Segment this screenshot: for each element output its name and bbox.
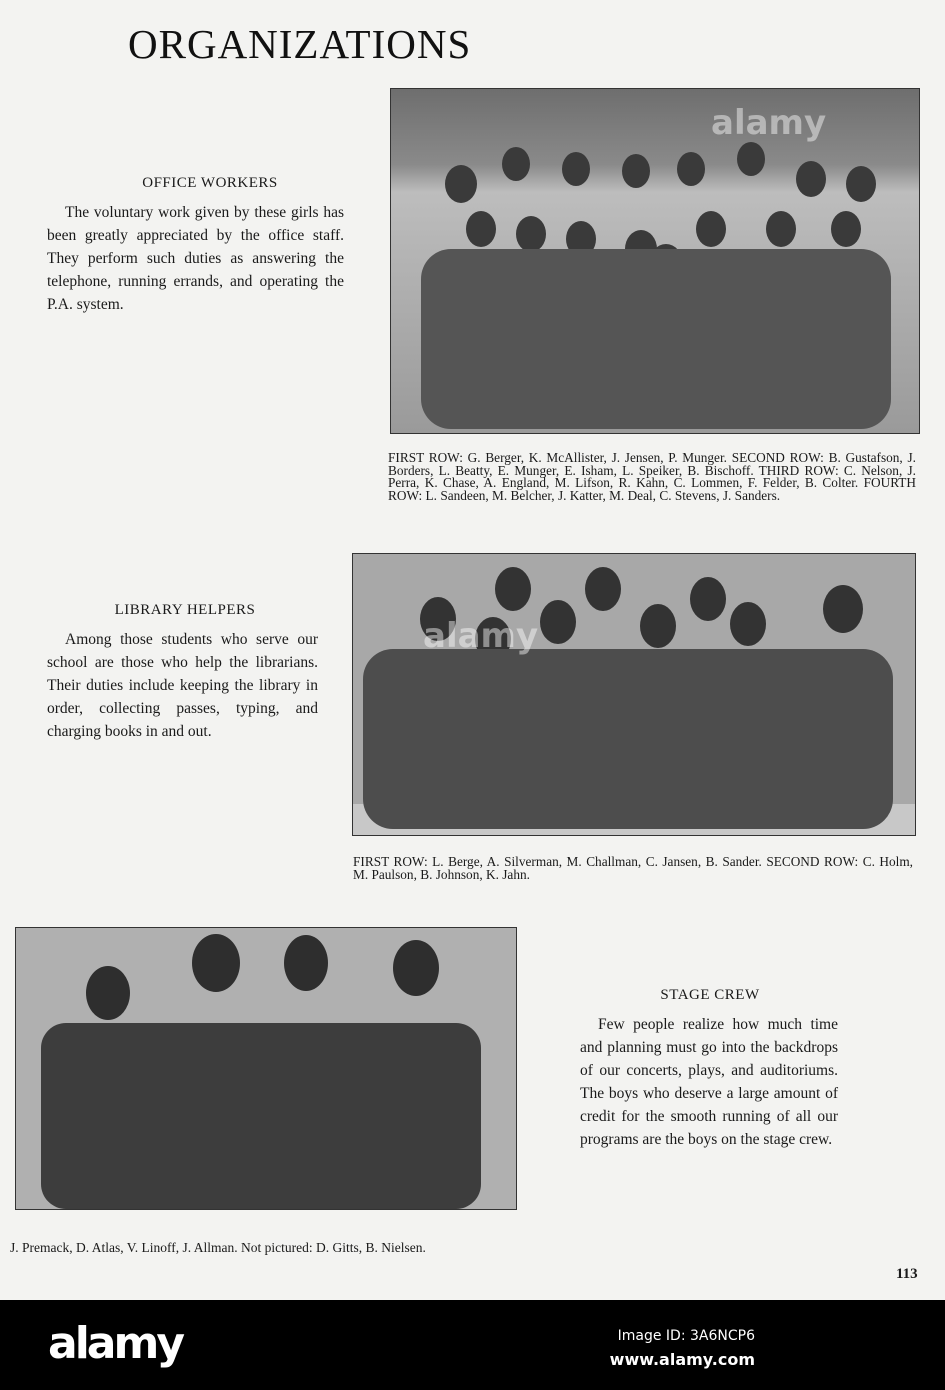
stage-crew-heading: STAGE CREW — [660, 987, 760, 1003]
stage-crew-text-body: Few people realize how much time and planning must go into the backdrops of our concerts, plays, and auditoriums. The boys who deserve a large amount of credit for the smooth running of all our programs are the boys on the stage crew. — [580, 1016, 838, 1148]
alamy-url: www.alamy.com — [609, 1350, 755, 1369]
library-helpers-text — [47, 628, 318, 743]
library-helpers-photo — [352, 553, 916, 836]
office-workers-text-body: The voluntary work given by these girls has been greatly appreciated by the office staff. They perform such duties as answering the telephone, running errands, and operating the P.A. system. — [47, 204, 344, 313]
office-workers-caption: FIRST ROW: G. Berger, K. McAllister, J. Jensen, P. Munger. SECOND ROW: B. Gustafson, J. Borders, L. Beatty, E. Munger, E. Isham, L. Speiker, B. Bischoff. THIRD ROW: C. Nelson, J. Perra, K. Chase, A. England, M. Lifson, R. Kahn, C. Lommen, F. Felder, B. Colter. FOURTH ROW: L. Sandeen, M. Belcher, J. Katter, M. Deal, C. Stevens, J. Sanders. — [388, 450, 916, 503]
stage-crew-caption: J. Premack, D. Atlas, V. Linoff, J. Allman. Not pictured: D. Gitts, B. Nielsen. — [10, 1240, 426, 1255]
page-title: ORGANIZATIONS — [128, 21, 472, 67]
library-helpers-caption: FIRST ROW: L. Berge, A. Silverman, M. Challman, C. Jansen, B. Sander. SECOND ROW: C. Holm, M. Paulson, B. Johnson, K. Jahn. — [353, 854, 913, 882]
library-helpers-text-body: Among those students who serve our school are those who help the librarians. Their duties include keeping the library in order, collecting passes, typing, and charging books in and out. — [47, 631, 318, 740]
image-id: Image ID: 3A6NCP6 — [617, 1328, 755, 1344]
alamy-watermark: alamy — [711, 103, 827, 143]
stage-crew-text — [580, 1013, 838, 1151]
alamy-logo: alamy — [48, 1318, 182, 1369]
library-helpers-heading: LIBRARY HELPERS — [114, 602, 256, 618]
page-number: 113 — [896, 1266, 918, 1282]
office-workers-heading: OFFICE WORKERS — [142, 175, 278, 191]
office-workers-photo — [390, 88, 920, 434]
office-workers-text — [47, 201, 344, 316]
stage-crew-photo — [15, 927, 517, 1210]
alamy-watermark: alamy — [423, 616, 539, 656]
